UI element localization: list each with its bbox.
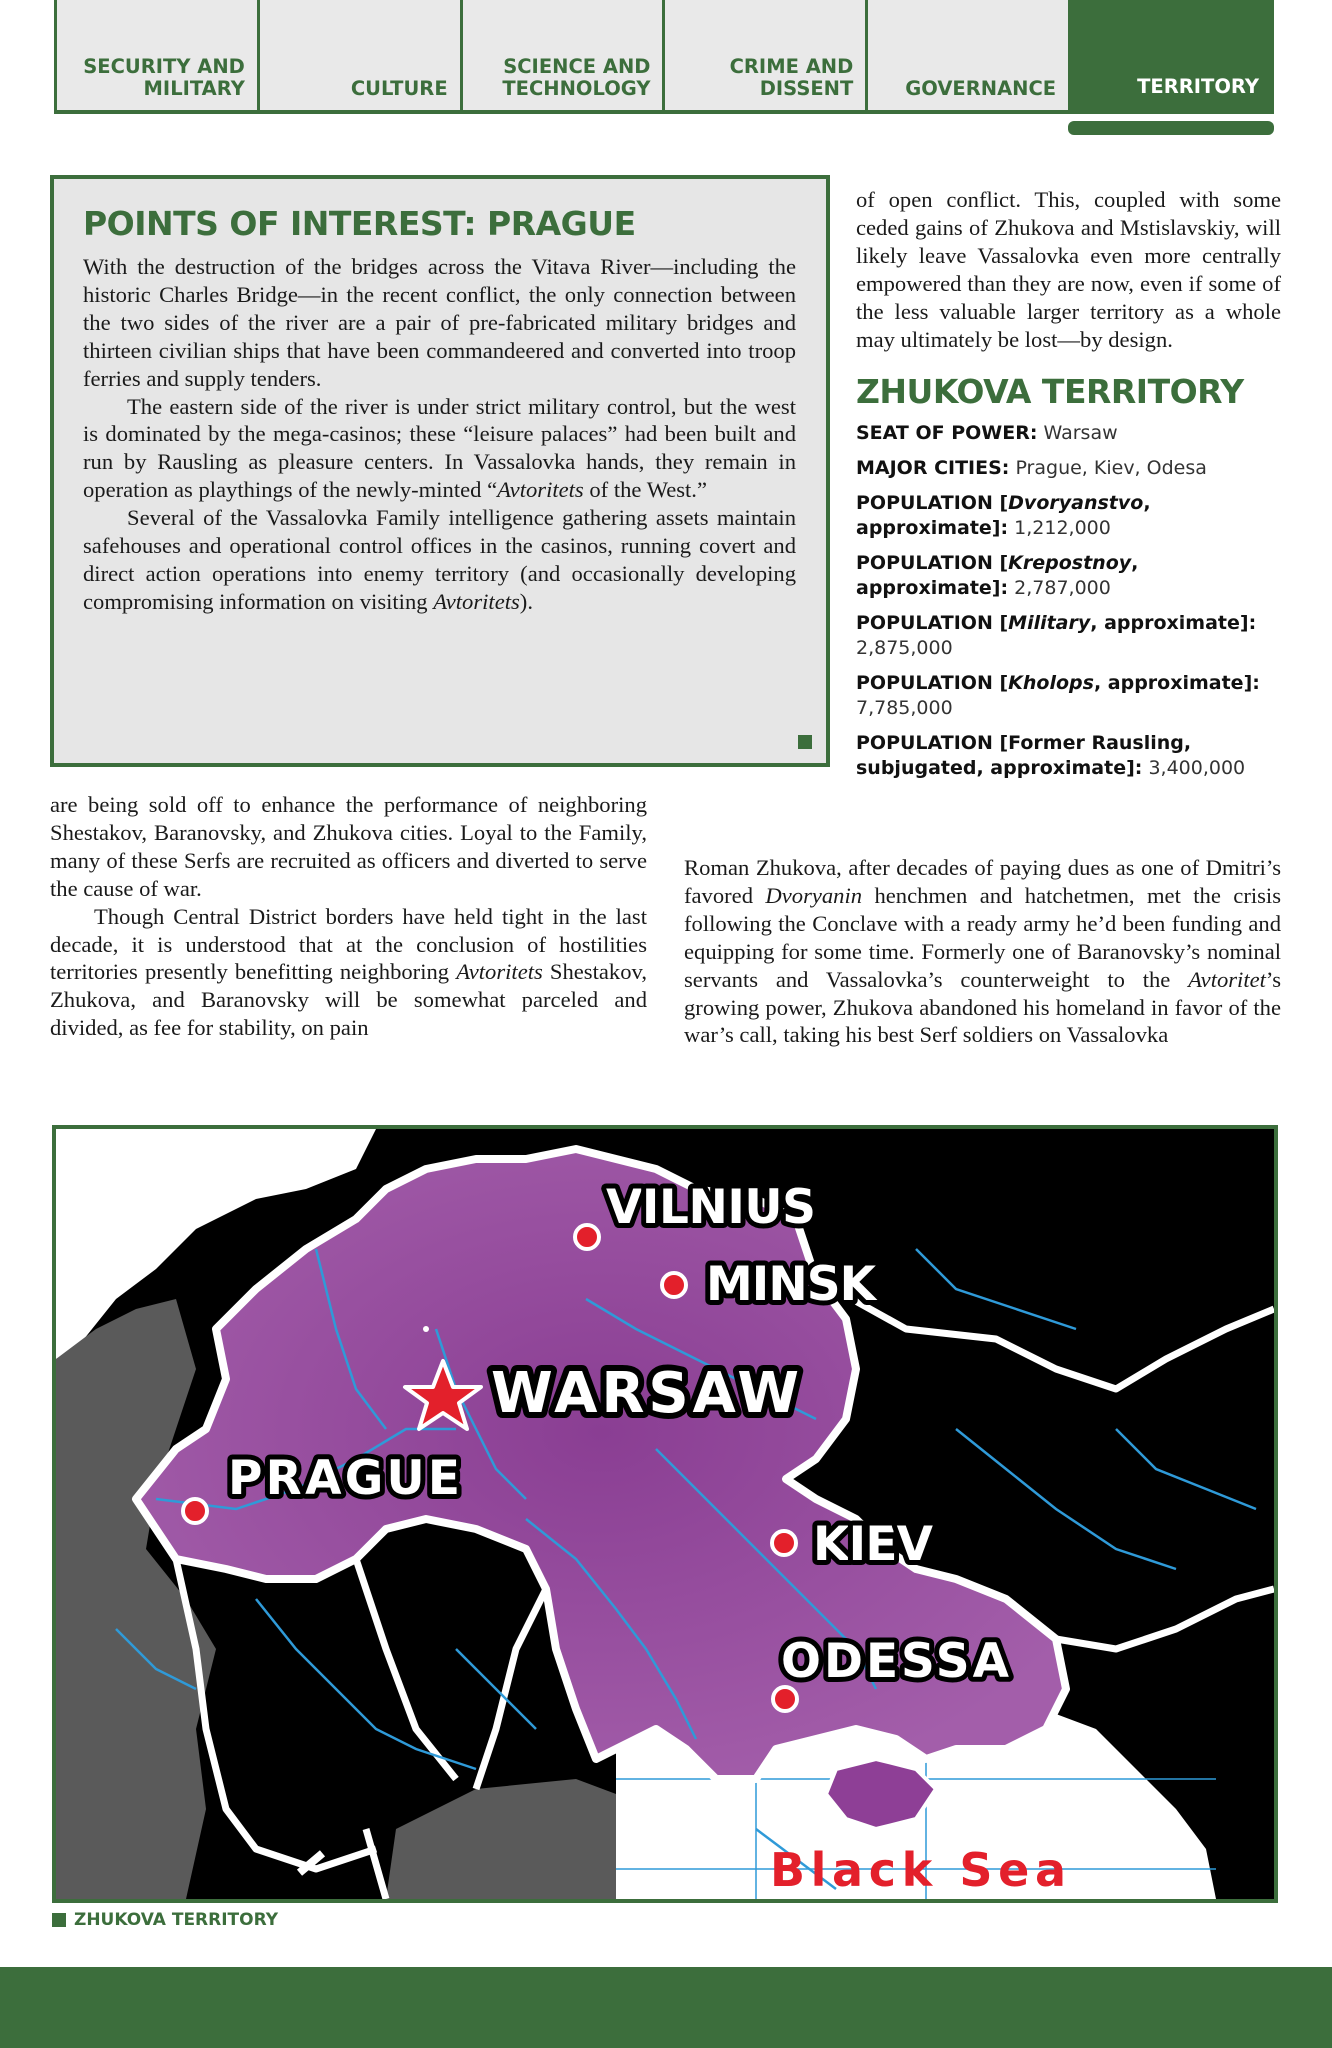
kiev-label: KIEV (813, 1517, 933, 1572)
map-caption-text: ZHUKOVA TERRITORY (74, 1910, 279, 1930)
tab-science-technology[interactable] (460, 0, 663, 114)
poi-paragraph: With the destruction of the bridges across the Vitava River—including the historic Charles Bridge—in the recent conflict, the only connection between the two sides of the river are a pair of pre-fabricated military bridges and thirteen civilian ships that have been commandeered and converted into troop ferries and supply tenders. (83, 254, 796, 391)
tab-label: CULTURE (350, 77, 448, 100)
body-text: Roman Zhukova, after decades of paying dues as one of Dmitri’s favored Dvoryanin henchmen and hatchetmen, met the crisis following the Conclave with a ready army he’d been funding and equipping for some time. Formerly one of Baranovsky’s nominal servants and Vassalovka’s counterweight to the Avtoritet’s growing power, Zhukova abandoned his homeland in favor of the war’s call, taking his best Serf soldiers on Vassalovka (684, 855, 1281, 1048)
stat-population-kholops: POPULATION [Kholops, approximate]: 7,785,000 (856, 672, 1260, 720)
tab-governance[interactable] (865, 0, 1068, 114)
stat-population-rausling: POPULATION [Former Rausling, subjugated, approximate]: 3,400,000 (856, 732, 1246, 780)
poi-paragraph: Several of the Vassalovka Family intelligence gathering assets maintain safehouses and operational control offices in the casinos, running covert and direct action operations into enemy territory (and occasionally developing compromising information on visiting Avtoritets). (83, 505, 796, 614)
body-text: Though Central District borders have held tight in the last decade, it is understood that at the conclusion of hostilities territories presently benefitting neighboring Avtoritets Shestakov, Zhukova, and Baranovsky will be somewhat parceled and divided, as fee for stability, on pain (50, 903, 647, 1041)
right-column-lower (684, 854, 1281, 1049)
poi-paragraph: The eastern side of the river is under strict military control, but the west is dominated by the mega-casinos; these “leisure palaces” had been built and run by Rausling as pleasure centers. In Vassalovka hands, they remain in operation as playthings of the newly-minted “Avtoritets of the West.” (83, 393, 796, 503)
tab-label: GOVERNANCE (905, 77, 1057, 100)
stat-seat-of-power: SEAT OF POWER: Warsaw (856, 422, 1118, 445)
body-text: are being sold off to enhance the performance of neighboring Shestakov, Baranovsky, and Zhukova cities. Loyal to the Family, many of these Serfs are recruited as officers and diverted to serve the cause of war. (50, 792, 647, 901)
vilnius-label: VILNIUS (606, 1180, 816, 1235)
end-mark-icon (798, 735, 812, 749)
minsk-label: MINSK (706, 1257, 876, 1312)
tab-territory[interactable] (1068, 0, 1274, 114)
odessa-dot (773, 1687, 797, 1711)
territory-map (52, 1125, 1278, 1903)
stat-population-military: POPULATION [Military, approximate]: 2,875,000 (856, 612, 1257, 660)
prague-dot (183, 1499, 207, 1523)
vilnius-dot (575, 1225, 599, 1249)
body-text: of open conflict. This, coupled with some ceded gains of Zhukova and Mstislavskiy, will likely leave Vassalovka even more centrally empowered than they are now, even if some of the less valuable larger territory as a whole may ultimately be lost—by design. (856, 187, 1281, 352)
tab-label: TERRITORY (1137, 75, 1259, 98)
warsaw-label: WARSAW (491, 1361, 799, 1426)
tab-security-military[interactable] (54, 0, 257, 114)
stat-population-dvoryanstvo: POPULATION [Dvoryanstvo, approximate]: 1,212,000 (856, 492, 1151, 540)
minsk-dot (662, 1273, 686, 1297)
right-column (856, 186, 1281, 791)
tab-label: SCIENCE AND TECHNOLOGY (502, 55, 651, 100)
territory-title: ZHUKOVA TERRITORY (856, 372, 1244, 412)
stat-major-cities: MAJOR CITIES: Prague, Kiev, Odesa (856, 457, 1207, 480)
points-of-interest-box (50, 175, 830, 767)
tab-culture[interactable] (257, 0, 460, 114)
tab-crime-dissent[interactable] (662, 0, 865, 114)
map-caption (52, 1910, 278, 1930)
legend-square-icon (52, 1913, 66, 1927)
footer-bar (0, 1967, 1332, 2048)
black-sea-label: Black Sea (770, 1843, 1066, 1897)
stat-population-krepostnoy: POPULATION [Krepostnoy, approximate]: 2,787,000 (856, 552, 1139, 600)
section-tabs (54, 0, 1274, 114)
left-column (50, 791, 647, 1042)
prague-label: PRAGUE (228, 1451, 460, 1506)
active-tab-indicator (1068, 121, 1274, 135)
kiev-dot (772, 1531, 796, 1555)
tab-label: SECURITY AND MILITARY (83, 55, 245, 100)
poi-title: POINTS OF INTEREST: PRAGUE (83, 204, 636, 243)
odessa-label: ODESSA (781, 1634, 1009, 1689)
tab-label: CRIME AND DISSENT (729, 55, 854, 100)
